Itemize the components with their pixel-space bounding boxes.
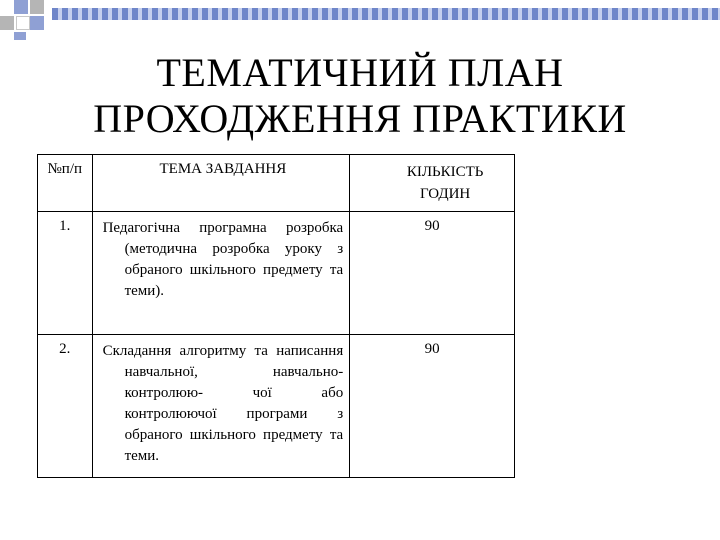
row-hours: 90: [350, 212, 515, 335]
row-topic: [92, 212, 350, 335]
title-line-1: ТЕМАТИЧНИЙ ПЛАН: [156, 50, 564, 95]
deco-square: [30, 0, 44, 14]
page-title: [0, 50, 720, 142]
plan-table: [37, 154, 515, 478]
deco-square: [14, 0, 28, 14]
header-hours-line-2: ГОДИН: [419, 186, 471, 202]
deco-square: [14, 32, 26, 40]
row-topic-text: Складання алгоритму та написання навчальної, навчально-контролюю- чої або контролюючої програми з обраного шкільного предмету та теми.: [102, 343, 344, 464]
row-number: 2.: [38, 335, 93, 478]
deco-square: [0, 16, 14, 30]
row-number: 1.: [38, 212, 93, 335]
row-hours: 90: [350, 335, 515, 478]
deco-square: [30, 16, 44, 30]
row-topic: [92, 335, 350, 478]
header-number: №п/п: [38, 155, 93, 212]
deco-square: [16, 16, 30, 30]
header-hours-line-1: КІЛЬКІСТЬ: [406, 164, 484, 180]
deco-stripe: [52, 8, 720, 20]
corner-decoration: [0, 0, 720, 40]
header-hours: [350, 155, 515, 212]
table-row: [38, 212, 515, 335]
row-topic-text: Педагогічна програмна розробка (методична розробка уроку з обраного шкільного предмету та теми).: [102, 220, 344, 299]
table-row: [38, 335, 515, 478]
header-topic: ТЕМА ЗАВДАННЯ: [92, 155, 350, 212]
table-header-row: [38, 155, 515, 212]
title-line-2: ПРОХОДЖЕННЯ ПРАКТИКИ: [93, 96, 627, 141]
